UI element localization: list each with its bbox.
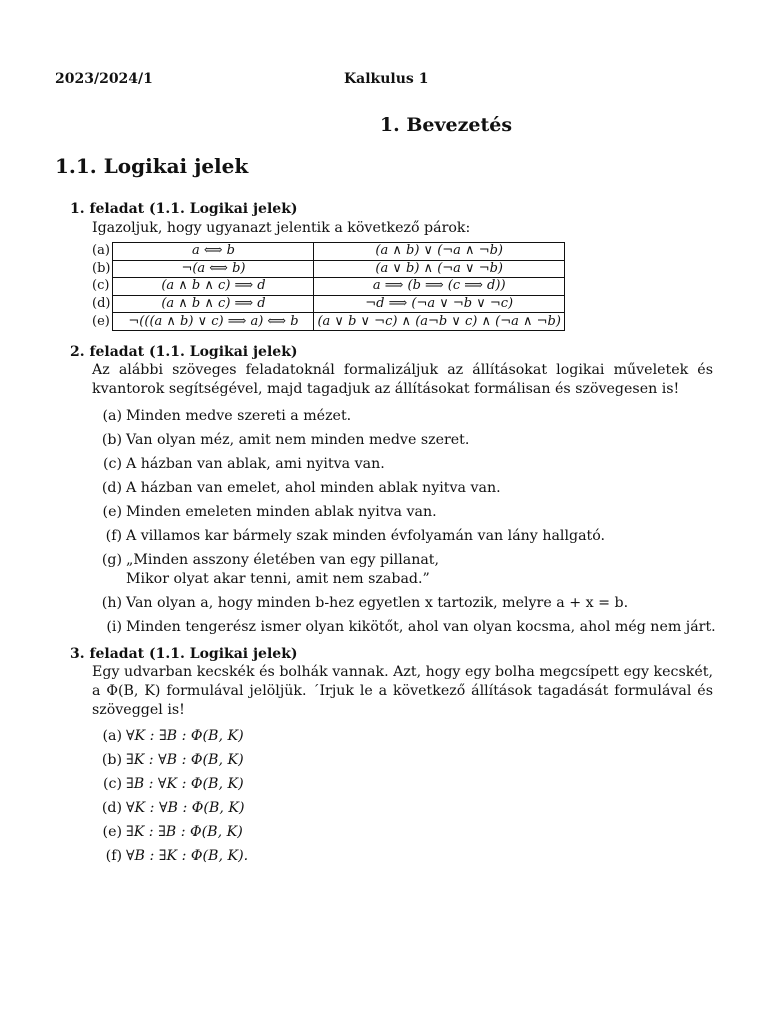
item-formula: ∀K : ∃B : Φ(B, K) bbox=[126, 728, 244, 744]
task3-intro: Egy udvarban kecskék és bolhák vannak. Azt, hogy egy bolha megcsípett egy kecskét, a Φ(B, K) formulával jelöljük. ´Irjuk le a következő állítások tagadását formulával és szöveggel is! bbox=[92, 664, 713, 718]
right-formula: (a ∨ b) ∧ (¬a ∨ ¬b) bbox=[314, 260, 564, 278]
task2-intro: Az alábbi szöveges feladatoknál formalizáljuk az állításokat logikai műveletek és kvantorok segítségével, majd tagadjuk az állításokat formálisan és szövegesen is! bbox=[92, 362, 713, 397]
item-formula: ∃K : ∀B : Φ(B, K) bbox=[126, 752, 244, 768]
item-formula: ∀K : ∀B : Φ(B, K) bbox=[126, 800, 245, 816]
row-label: (e) bbox=[92, 313, 110, 329]
list-item bbox=[90, 799, 248, 818]
list-item bbox=[90, 823, 248, 842]
list-item bbox=[90, 551, 716, 589]
item-label: (a) bbox=[102, 408, 122, 424]
task1-title: 1. feladat (1.1. Logikai jelek) bbox=[70, 201, 298, 217]
table-row bbox=[92, 243, 564, 261]
right-formula: (a ∨ b ∨ ¬c) ∧ (a¬b ∨ c) ∧ (¬a ∧ ¬b) bbox=[314, 313, 564, 331]
item-label: (h) bbox=[101, 595, 122, 611]
item-label: (b) bbox=[101, 432, 122, 448]
list-item bbox=[90, 407, 716, 426]
item-text: Minden tengerész ismer olyan kikötőt, ahol van olyan kocsma, ahol még nem járt. bbox=[126, 619, 716, 635]
task1-table bbox=[92, 242, 565, 331]
item-label: (f) bbox=[105, 848, 122, 864]
list-item bbox=[90, 618, 716, 637]
list-item bbox=[90, 847, 248, 866]
item-text: Van olyan méz, amit nem minden medve szeret. bbox=[126, 432, 470, 448]
list-item bbox=[90, 727, 248, 746]
list-item bbox=[90, 503, 716, 522]
list-item bbox=[90, 527, 716, 546]
left-formula: ¬(((a ∧ b) ∨ c) ⟹ a) ⟺ b bbox=[113, 313, 314, 331]
item-formula: ∃K : ∃B : Φ(B, K) bbox=[126, 824, 243, 840]
item-formula: ∀B : ∃K : Φ(B, K). bbox=[126, 848, 249, 864]
right-formula: a ⟹ (b ⟹ (c ⟹ d)) bbox=[314, 278, 564, 296]
item-label: (a) bbox=[102, 728, 122, 744]
task2-title: 2. feladat (1.1. Logikai jelek) bbox=[70, 344, 298, 360]
task3-list bbox=[90, 727, 248, 866]
chapter-title bbox=[0, 114, 768, 136]
table-row bbox=[92, 278, 564, 296]
header-term: 2023/2024/1 bbox=[55, 71, 153, 87]
item-label: (d) bbox=[101, 480, 122, 496]
row-label: (b) bbox=[92, 260, 111, 276]
table-row bbox=[92, 260, 564, 278]
item-text: Minden emeleten minden ablak nyitva van. bbox=[126, 504, 437, 520]
item-text-line2: Mikor olyat akar tenni, amit nem szabad.” bbox=[126, 571, 430, 587]
row-label: (a) bbox=[92, 243, 110, 259]
item-label: (c) bbox=[102, 776, 122, 792]
item-text: Minden medve szereti a mézet. bbox=[126, 408, 352, 424]
task1-intro: Igazoljuk, hogy ugyanazt jelentik a következő párok: bbox=[92, 220, 471, 236]
list-item bbox=[90, 431, 716, 450]
left-formula: (a ∧ b ∧ c) ⟹ d bbox=[113, 278, 314, 296]
list-item bbox=[90, 479, 716, 498]
item-label: (b) bbox=[101, 752, 122, 768]
left-formula: ¬(a ⟺ b) bbox=[113, 260, 314, 278]
item-label: (e) bbox=[102, 824, 122, 840]
item-formula: ∃B : ∀K : Φ(B, K) bbox=[126, 776, 244, 792]
item-text: A házban van emelet, ahol minden ablak nyitva van. bbox=[126, 480, 501, 496]
item-label: (e) bbox=[102, 504, 122, 520]
left-formula: a ⟺ b bbox=[113, 243, 314, 261]
list-item bbox=[90, 455, 716, 474]
task2-list bbox=[90, 407, 716, 637]
right-formula: (a ∧ b) ∨ (¬a ∧ ¬b) bbox=[314, 243, 564, 261]
item-label: (g) bbox=[101, 552, 122, 568]
list-item bbox=[90, 775, 248, 794]
item-label: (d) bbox=[101, 800, 122, 816]
left-formula: (a ∧ b ∧ c) ⟹ d bbox=[113, 295, 314, 313]
header-course: Kalkulus 1 bbox=[344, 71, 429, 87]
item-text: A villamos kar bármely szak minden évfolyamán van lány hallgató. bbox=[126, 528, 606, 544]
item-label: (f) bbox=[105, 528, 122, 544]
item-label: (c) bbox=[102, 456, 122, 472]
row-label: (c) bbox=[92, 278, 110, 294]
table-row bbox=[92, 313, 564, 331]
list-item bbox=[90, 594, 716, 613]
section-title: 1.1. Logikai jelek bbox=[55, 154, 249, 178]
list-item bbox=[90, 751, 248, 770]
item-text: A házban van ablak, ami nyitva van. bbox=[126, 456, 385, 472]
table-row bbox=[92, 295, 564, 313]
chapter-title-text: 1. Bevezetés bbox=[379, 114, 513, 136]
row-label: (d) bbox=[92, 296, 111, 312]
item-text: Van olyan a, hogy minden b-hez egyetlen x tartozik, melyre a + x = b. bbox=[126, 595, 629, 611]
item-label: (i) bbox=[106, 619, 122, 635]
item-text: „Minden asszony életében van egy pillanat, bbox=[126, 552, 440, 568]
right-formula: ¬d ⟹ (¬a ∨ ¬b ∨ ¬c) bbox=[314, 295, 564, 313]
task3-title: 3. feladat (1.1. Logikai jelek) bbox=[70, 646, 298, 662]
